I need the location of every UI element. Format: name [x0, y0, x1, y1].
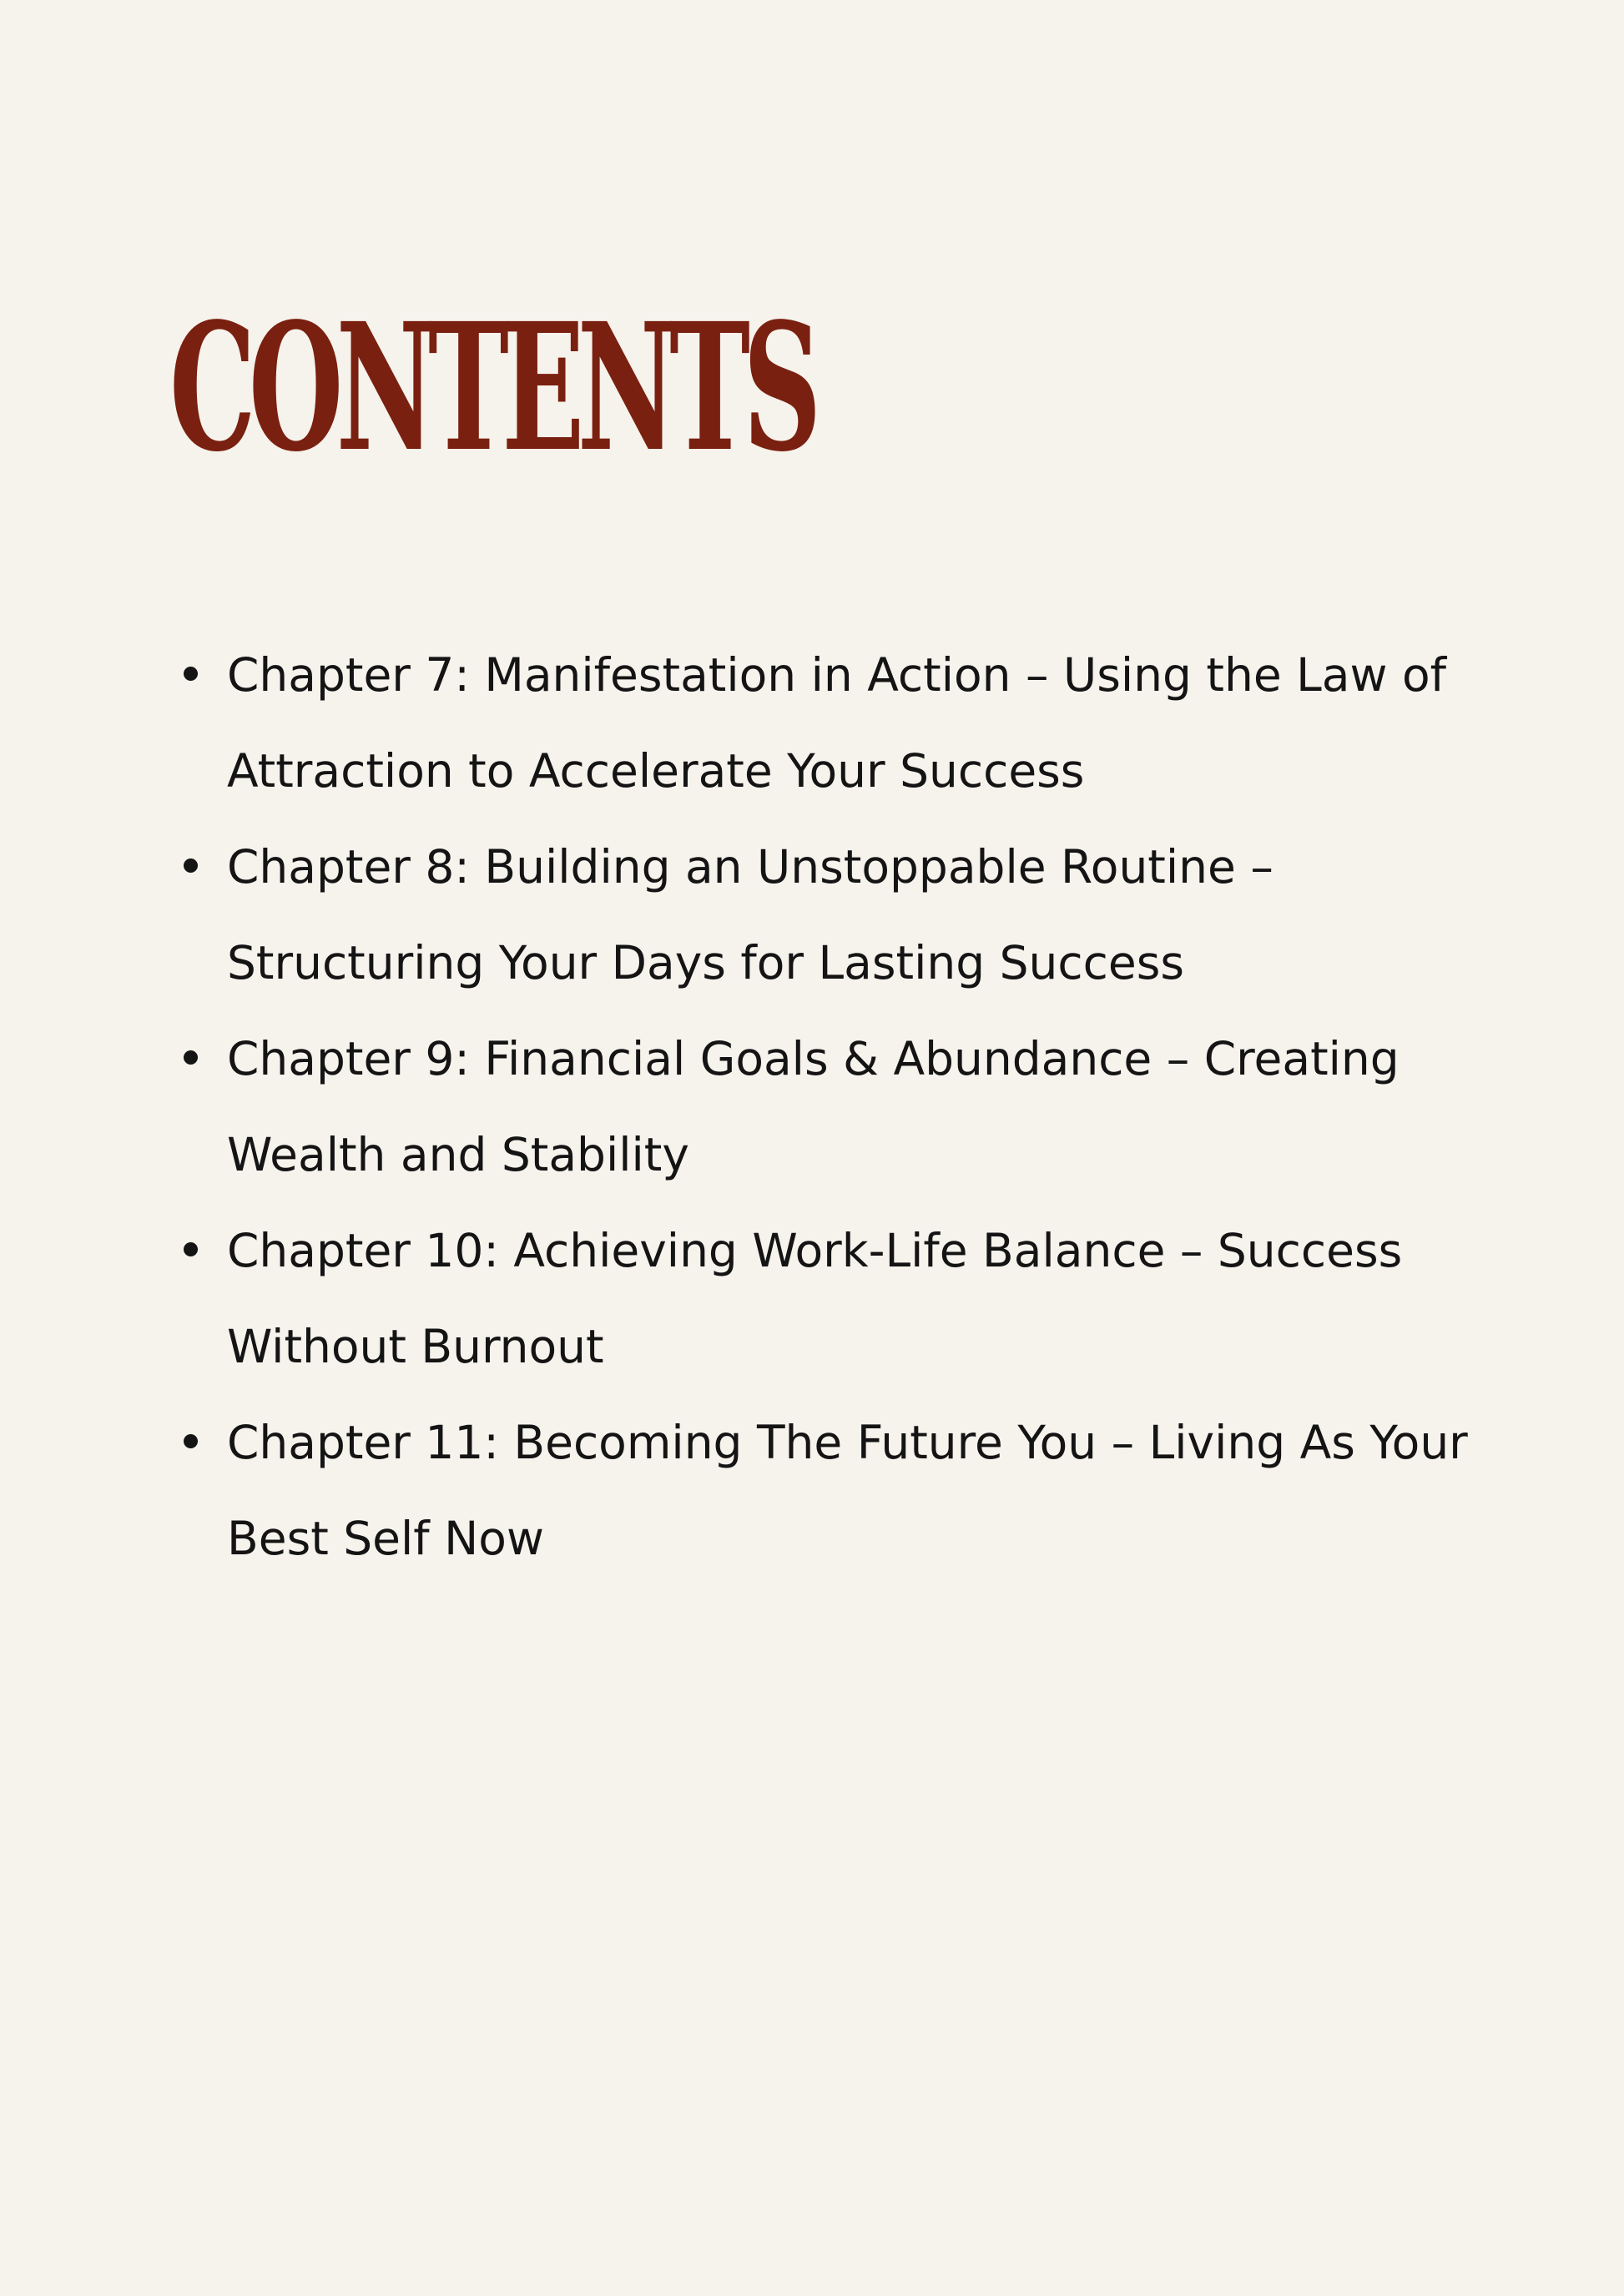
toc-item-chapter-11 — [227, 1395, 1487, 1587]
toc-item-label: Chapter 9: Financial Goals & Abundance – Creating Wealth and Stability — [227, 1032, 1400, 1181]
toc-item-label: Chapter 10: Achieving Work-Life Balance – Success Without Burnout — [227, 1224, 1403, 1373]
toc-item-label: Chapter 8: Building an Unstoppable Routine – Structuring Your Days for Lasting Success — [227, 840, 1273, 989]
bullet-icon — [184, 1434, 198, 1448]
toc-item-chapter-7 — [227, 627, 1487, 819]
toc-item-label: Chapter 11: Becoming The Future You – Living As Your Best Self Now — [227, 1416, 1468, 1565]
toc-item-chapter-8 — [227, 819, 1487, 1011]
bullet-icon — [184, 858, 198, 873]
toc-item-chapter-9 — [227, 1011, 1487, 1203]
toc-item-chapter-10 — [227, 1203, 1487, 1395]
bullet-icon — [184, 667, 198, 681]
bullet-icon — [184, 1242, 198, 1256]
page-title: CONTENTS — [169, 284, 815, 491]
toc-item-label: Chapter 7: Manifestation in Action – Using the Law of Attraction to Accelerate Your Success — [227, 648, 1446, 798]
bullet-icon — [184, 1050, 198, 1065]
table-of-contents — [227, 627, 1487, 1587]
